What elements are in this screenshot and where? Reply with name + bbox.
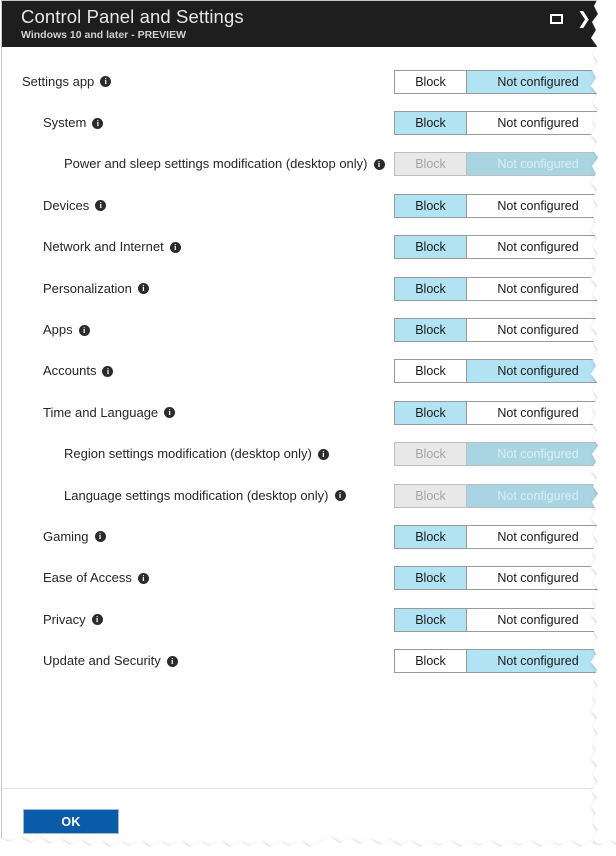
setting-label	[2, 446, 329, 462]
toggle-option-block[interactable]: Block	[395, 402, 467, 424]
setting-label	[2, 653, 178, 669]
info-icon[interactable]: i	[92, 118, 103, 129]
info-icon[interactable]: i	[79, 325, 90, 336]
setting-label	[2, 529, 106, 545]
setting-label	[2, 281, 149, 297]
setting-row	[2, 640, 601, 681]
block-notconfigured-toggle[interactable]	[394, 111, 601, 135]
setting-label-text: Gaming	[43, 528, 89, 544]
setting-row	[2, 102, 601, 143]
block-notconfigured-toggle[interactable]	[394, 649, 601, 673]
toggle-option-not-configured[interactable]: Not configured	[467, 526, 601, 548]
toggle-option-not-configured[interactable]: Not configured	[467, 236, 601, 258]
toggle-option-not-configured[interactable]: Not configured	[467, 112, 601, 134]
toggle-option-block[interactable]: Block	[395, 71, 467, 93]
maximize-icon[interactable]	[547, 10, 565, 28]
block-notconfigured-toggle	[394, 442, 601, 466]
setting-label-text: Ease of Access	[43, 570, 132, 586]
setting-row	[2, 268, 601, 309]
setting-label-text: Devices	[43, 197, 90, 213]
setting-label-text: Accounts	[43, 363, 97, 379]
setting-row	[2, 185, 601, 226]
block-notconfigured-toggle[interactable]	[394, 70, 601, 94]
block-notconfigured-toggle[interactable]	[394, 277, 601, 301]
info-icon[interactable]: i	[95, 531, 106, 542]
setting-row	[2, 558, 601, 599]
toggle-option-block[interactable]: Block	[395, 650, 467, 672]
block-notconfigured-toggle[interactable]	[394, 359, 601, 383]
setting-label	[2, 198, 106, 214]
settings-list	[2, 47, 601, 788]
info-icon[interactable]: i	[318, 449, 329, 460]
setting-label-text: Personalization	[43, 280, 132, 296]
setting-row	[2, 351, 601, 392]
setting-label-text: System	[43, 115, 87, 131]
setting-row	[2, 475, 601, 516]
setting-label-text: Time and Language	[43, 404, 159, 420]
toggle-option-block[interactable]: Block	[395, 526, 467, 548]
setting-label-text: Apps	[43, 322, 73, 338]
setting-label	[2, 488, 346, 504]
toggle-option-block[interactable]: Block	[395, 195, 467, 217]
toggle-option-not-configured[interactable]: Not configured	[467, 567, 601, 589]
toggle-option-not-configured[interactable]: Not configured	[467, 319, 601, 341]
info-icon[interactable]: i	[167, 656, 178, 667]
info-icon[interactable]: i	[92, 614, 103, 625]
setting-row	[2, 227, 601, 268]
dialog-footer	[2, 788, 601, 845]
setting-label	[2, 405, 175, 421]
info-icon[interactable]: i	[100, 76, 111, 87]
block-notconfigured-toggle[interactable]	[394, 608, 601, 632]
block-notconfigured-toggle[interactable]	[394, 235, 601, 259]
toggle-option-block[interactable]: Block	[395, 236, 467, 258]
page-subtitle: Windows 10 and later - PREVIEW	[21, 29, 187, 41]
ok-button[interactable]: OK	[23, 809, 119, 834]
setting-label-text: Power and sleep settings modification (desktop only)	[64, 156, 368, 172]
setting-row	[2, 516, 601, 557]
setting-row	[2, 144, 601, 185]
toggle-option-block[interactable]: Block	[395, 360, 467, 382]
toggle-option-not-configured: Not configured	[467, 485, 601, 507]
block-notconfigured-toggle[interactable]	[394, 318, 601, 342]
toggle-option-block[interactable]: Block	[395, 319, 467, 341]
maximize-glyph	[550, 14, 563, 24]
setting-row	[2, 392, 601, 433]
setting-label	[2, 363, 113, 379]
toggle-option-not-configured[interactable]: Not configured	[467, 650, 601, 672]
block-notconfigured-toggle[interactable]	[394, 566, 601, 590]
toggle-option-block: Block	[395, 443, 467, 465]
info-icon[interactable]: i	[102, 366, 113, 377]
info-icon[interactable]: i	[164, 407, 175, 418]
setting-label	[2, 74, 111, 90]
toggle-option-not-configured[interactable]: Not configured	[467, 609, 601, 631]
toggle-option-not-configured[interactable]: Not configured	[467, 195, 601, 217]
settings-dialog-window	[1, 0, 601, 845]
block-notconfigured-toggle	[394, 484, 601, 508]
info-icon[interactable]: i	[374, 159, 385, 170]
setting-label-text: Language settings modification (desktop only)	[64, 487, 329, 503]
toggle-option-block: Block	[395, 485, 467, 507]
toggle-option-block[interactable]: Block	[395, 609, 467, 631]
setting-label	[2, 612, 103, 628]
setting-label	[2, 570, 149, 586]
setting-row	[2, 434, 601, 475]
setting-label-text: Region settings modification (desktop only)	[64, 446, 312, 462]
toggle-option-not-configured: Not configured	[467, 153, 601, 175]
setting-label-text: Network and Internet	[43, 239, 164, 255]
chevron-right-icon[interactable]	[575, 10, 593, 28]
toggle-option-not-configured[interactable]: Not configured	[467, 360, 601, 382]
info-icon[interactable]: i	[170, 242, 181, 253]
block-notconfigured-toggle[interactable]	[394, 525, 601, 549]
info-icon[interactable]: i	[335, 490, 346, 501]
setting-label-text: Privacy	[43, 611, 86, 627]
block-notconfigured-toggle	[394, 152, 601, 176]
header-actions	[547, 10, 593, 28]
chevron-glyph: ❯	[576, 9, 592, 29]
info-icon[interactable]: i	[95, 200, 106, 211]
toggle-option-not-configured: Not configured	[467, 443, 601, 465]
block-notconfigured-toggle[interactable]	[394, 194, 601, 218]
toggle-option-block[interactable]: Block	[395, 112, 467, 134]
toggle-option-block: Block	[395, 153, 467, 175]
setting-label	[2, 239, 181, 255]
setting-label	[2, 322, 90, 338]
toggle-option-block[interactable]: Block	[395, 567, 467, 589]
info-icon[interactable]: i	[138, 573, 149, 584]
toggle-option-not-configured[interactable]: Not configured	[467, 402, 601, 424]
setting-row	[2, 599, 601, 640]
dialog-header	[2, 1, 601, 47]
setting-label	[2, 156, 385, 172]
toggle-option-not-configured[interactable]: Not configured	[467, 71, 601, 93]
toggle-option-not-configured[interactable]: Not configured	[467, 278, 601, 300]
block-notconfigured-toggle[interactable]	[394, 401, 601, 425]
setting-label	[2, 115, 103, 131]
toggle-option-block[interactable]: Block	[395, 278, 467, 300]
info-icon[interactable]: i	[138, 283, 149, 294]
setting-label-text: Update and Security	[43, 653, 161, 669]
page-title: Control Panel and Settings	[21, 6, 244, 27]
setting-row	[2, 309, 601, 350]
setting-label-text: Settings app	[22, 73, 95, 89]
setting-row	[2, 61, 601, 102]
